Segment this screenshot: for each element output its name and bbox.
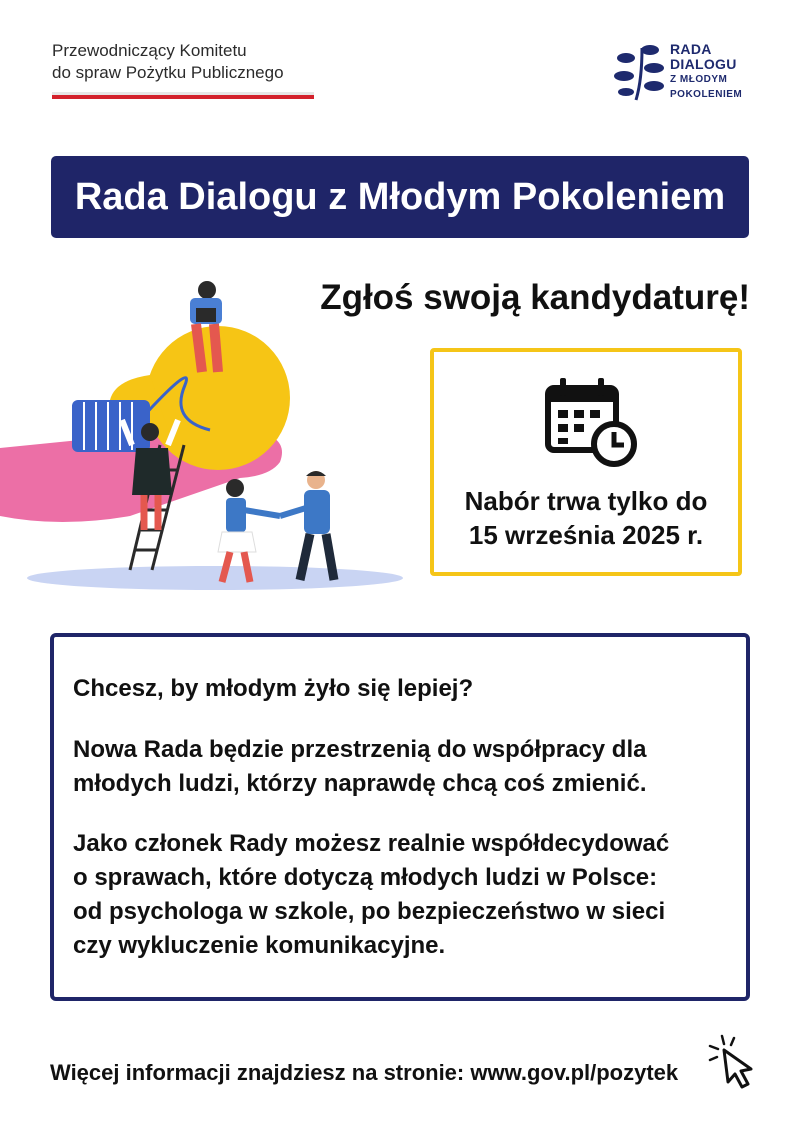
call-to-action-heading: Zgłoś swoją kandydaturę! — [320, 278, 750, 317]
deadline-box — [430, 348, 742, 576]
paragraph-2-line: od psychologa w szkole, po bezpieczeństwo w sieci — [73, 898, 666, 925]
info-question: Chcesz, by młodym żyło się lepiej? — [73, 675, 474, 702]
paragraph-1-line: Nowa Rada będzie przestrzenią do współpracy dla — [73, 736, 647, 763]
logo-line-1: RADA — [670, 41, 712, 57]
leaves-logo-icon — [612, 40, 668, 104]
lightbulb-hand-illustration — [0, 280, 420, 600]
logo-line-2: DIALOGU — [670, 56, 737, 72]
organization-line-1: Przewodniczący Komitetu — [52, 41, 247, 60]
paragraph-2-line: Jako członek Rady możesz realnie współdecydować — [73, 830, 670, 857]
deadline-text — [434, 484, 738, 552]
info-paragraph-2 — [73, 827, 746, 963]
paragraph-2-line: czy wykluczenie komunikacyjne. — [73, 932, 446, 959]
polish-flag-stripe — [52, 92, 314, 99]
calendar-clock-icon — [544, 376, 640, 470]
footer-more-info: Więcej informacji znajdziesz na stronie: www.gov.pl/pozytek — [50, 1060, 679, 1085]
info-box — [50, 633, 750, 1001]
organization-line-2: do spraw Pożytku Publicznego — [52, 63, 284, 82]
organization-name — [52, 40, 284, 84]
deadline-line-2: 15 września 2025 r. — [468, 520, 704, 550]
logo-line-4: POKOLENIEM — [670, 89, 743, 100]
paragraph-1-line: młodych ludzi, którzy naprawdę chcą coś zmienić. — [73, 770, 647, 797]
deadline-line-1: Nabór trwa tylko do — [464, 486, 708, 516]
title-banner — [51, 156, 749, 238]
paragraph-2-line: o sprawach, które dotyczą młodych ludzi w Polsce: — [73, 864, 658, 891]
rada-dialogu-logo — [612, 40, 762, 104]
click-cursor-icon — [706, 1032, 756, 1090]
logo-line-3: Z MŁODYM — [670, 74, 728, 85]
info-paragraph-1 — [73, 733, 746, 801]
banner-title: Rada Dialogu z Młodym Pokoleniem — [74, 175, 726, 218]
